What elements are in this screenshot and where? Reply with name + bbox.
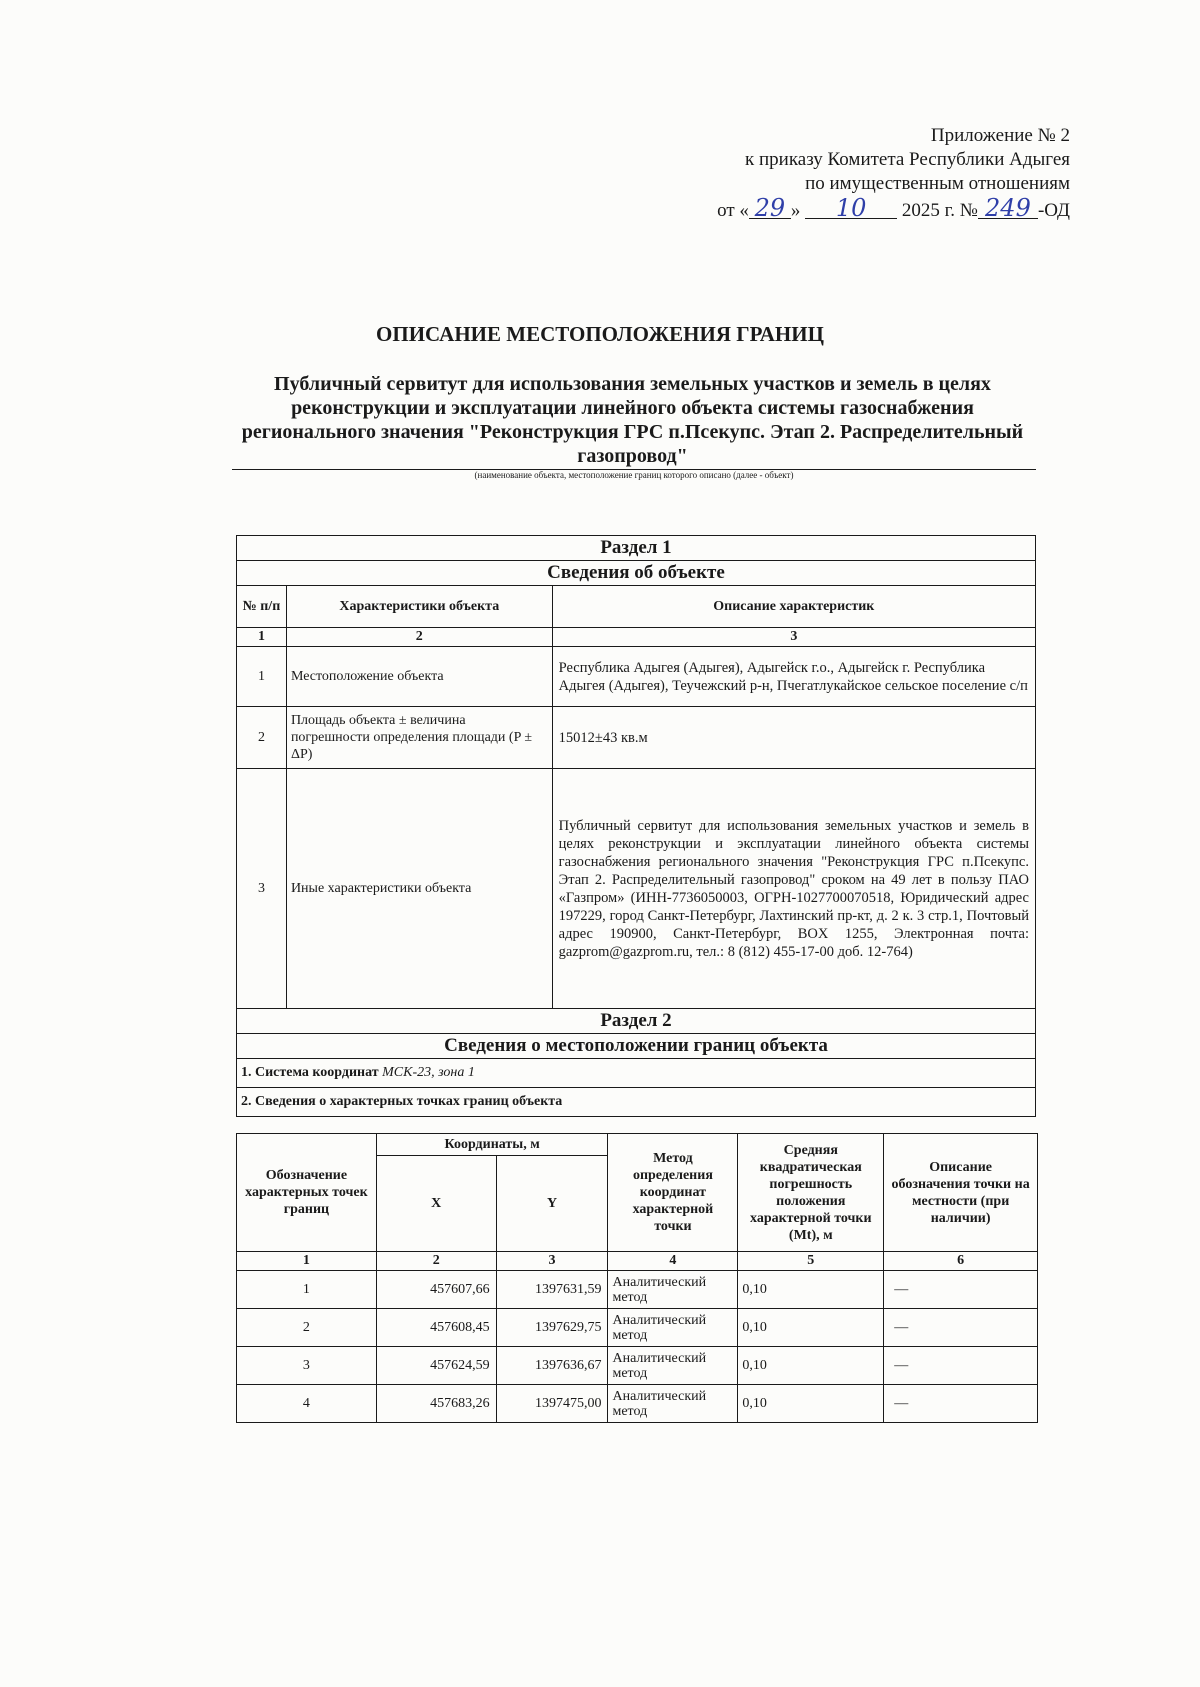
table-row xyxy=(237,707,1036,769)
table-row xyxy=(237,769,1036,1009)
document-title: ОПИСАНИЕ МЕСТОПОЛОЖЕНИЯ ГРАНИЦ xyxy=(376,322,824,346)
coordinate-system-label: 1. Система координат xyxy=(241,1065,379,1080)
section1-title: Раздел 1 xyxy=(237,536,1036,561)
order-number-field xyxy=(978,194,1038,222)
col-number-1: 1 xyxy=(237,628,287,647)
document-subtitle: Публичный сервитут для использования земельных участков и земель в целях реконструкции и эксплуатации линейного объекта системы газоснабжения регионального значения "Реконструкция ГРС п.Псекупс. Этап 2. Распределительный газопровод" xyxy=(241,373,1024,467)
header-x: X xyxy=(376,1156,496,1252)
table-row xyxy=(237,1271,1038,1309)
point-id: 2 xyxy=(237,1309,377,1347)
table-row xyxy=(237,647,1036,707)
col-number-4: 4 xyxy=(608,1252,738,1271)
point-error: 0,10 xyxy=(738,1385,884,1423)
row-number: 1 xyxy=(237,647,287,707)
point-y: 1397475,00 xyxy=(496,1385,608,1423)
table-row xyxy=(237,1347,1038,1385)
attachment-line-3: по имущественным отношениям xyxy=(805,173,1070,194)
point-error: 0,10 xyxy=(738,1309,884,1347)
date-prefix: от « xyxy=(717,200,749,221)
row-name: Площадь объекта ± величина погрешности определения площади (P ± ΔP) xyxy=(286,707,552,769)
point-y: 1397636,67 xyxy=(496,1347,608,1385)
point-method: Аналитический метод xyxy=(608,1385,738,1423)
point-id: 3 xyxy=(237,1347,377,1385)
row-name: Местоположение объекта xyxy=(286,647,552,707)
point-description: — xyxy=(884,1271,1038,1309)
point-description: — xyxy=(884,1347,1038,1385)
col-number-6: 6 xyxy=(884,1252,1038,1271)
order-number: 249 xyxy=(985,194,1031,222)
date-month: 10 xyxy=(835,194,867,222)
date-day-field xyxy=(749,194,791,222)
point-y: 1397631,59 xyxy=(496,1271,608,1309)
section1-subtitle: Сведения об объекте xyxy=(237,561,1036,586)
date-month-field xyxy=(805,194,897,222)
section2-points-table xyxy=(236,1133,1038,1423)
col-number-3: 3 xyxy=(552,628,1035,647)
date-year: 2025 г. № xyxy=(901,200,978,221)
point-x: 457683,26 xyxy=(376,1385,496,1423)
attachment-line-2: к приказу Комитета Республики Адыгея xyxy=(745,149,1070,170)
header-characteristic: Характеристики объекта xyxy=(286,586,552,628)
col-number-5: 5 xyxy=(738,1252,884,1271)
col-number-2: 2 xyxy=(286,628,552,647)
header-number: № п/п xyxy=(237,586,287,628)
date-close: » xyxy=(790,200,801,221)
row-number: 3 xyxy=(237,769,287,1009)
row-name: Иные характеристики объекта xyxy=(286,769,552,1009)
row-value: 15012±43 кв.м xyxy=(552,707,1035,769)
point-error: 0,10 xyxy=(738,1271,884,1309)
point-x: 457607,66 xyxy=(376,1271,496,1309)
header-method: Метод определения координат характерной точки xyxy=(608,1134,738,1252)
point-id: 1 xyxy=(237,1271,377,1309)
col-number-2: 2 xyxy=(376,1252,496,1271)
header-designation: Обозначение характерных точек границ xyxy=(237,1134,377,1252)
subtitle-caption: (наименование объекта, местоположение границ которого описано (далее - объект) xyxy=(474,470,794,480)
points-label: 2. Сведения о характерных точках границ объекта xyxy=(237,1088,1036,1117)
row-value: Публичный сервитут для использования земельных участков и земель в целях реконструкции и эксплуатации линейного объекта системы газоснабжения регионального значения "Реконструкция ГРС п.Псекупс. Этап 2. Распределительный газопровод" сроком на 49 лет в пользу ПАО «Газпром» (ИНН-7736050003, ОГРН-1027700070518, Юридический адрес 197229, город Санкт-Петербург, Лахтинский пр-кт, д. 2 к. 3 стр.1, Почтовый адрес 190900, Санкт-Петербург, BOX 1255, Электронная почта: gazprom@gazprom.ru, тел.: 8 (812) 455-17-00 доб. 12-764) xyxy=(552,769,1035,1009)
attachment-header xyxy=(717,124,1070,223)
point-y: 1397629,75 xyxy=(496,1309,608,1347)
section1-table xyxy=(236,535,1036,1117)
point-method: Аналитический метод xyxy=(608,1271,738,1309)
attachment-date-line xyxy=(717,196,1070,223)
header-y: Y xyxy=(496,1156,608,1252)
col-number-3: 3 xyxy=(496,1252,608,1271)
point-x: 457608,45 xyxy=(376,1309,496,1347)
attachment-line-1: Приложение № 2 xyxy=(930,125,1070,146)
header-coordinates: Координаты, м xyxy=(376,1134,608,1156)
order-suffix: -ОД xyxy=(1037,200,1070,221)
row-number: 2 xyxy=(237,707,287,769)
point-description: — xyxy=(884,1385,1038,1423)
date-day: 29 xyxy=(754,194,786,222)
table-row xyxy=(237,1385,1038,1423)
header-description: Описание характеристик xyxy=(552,586,1035,628)
col-number-1: 1 xyxy=(237,1252,377,1271)
point-id: 4 xyxy=(237,1385,377,1423)
section2-subtitle: Сведения о местоположении границ объекта xyxy=(237,1034,1036,1059)
point-x: 457624,59 xyxy=(376,1347,496,1385)
header-point-description: Описание обозначения точки на местности (при наличии) xyxy=(884,1134,1038,1252)
section2-title: Раздел 2 xyxy=(237,1009,1036,1034)
header-error: Средняя квадратическая погрешность положения характерной точки (Mt), м xyxy=(738,1134,884,1252)
point-method: Аналитический метод xyxy=(608,1309,738,1347)
point-method: Аналитический метод xyxy=(608,1347,738,1385)
point-error: 0,10 xyxy=(738,1347,884,1385)
row-value: Республика Адыгея (Адыгея), Адыгейск г.о., Адыгейск г. Республика Адыгея (Адыгея), Теучежский р-н, Пчегатлукайское сельское поселение с/п xyxy=(552,647,1035,707)
table-row xyxy=(237,1309,1038,1347)
coordinate-system xyxy=(237,1059,1036,1088)
coordinate-system-value: МСК-23, зона 1 xyxy=(382,1065,475,1080)
point-description: — xyxy=(884,1309,1038,1347)
